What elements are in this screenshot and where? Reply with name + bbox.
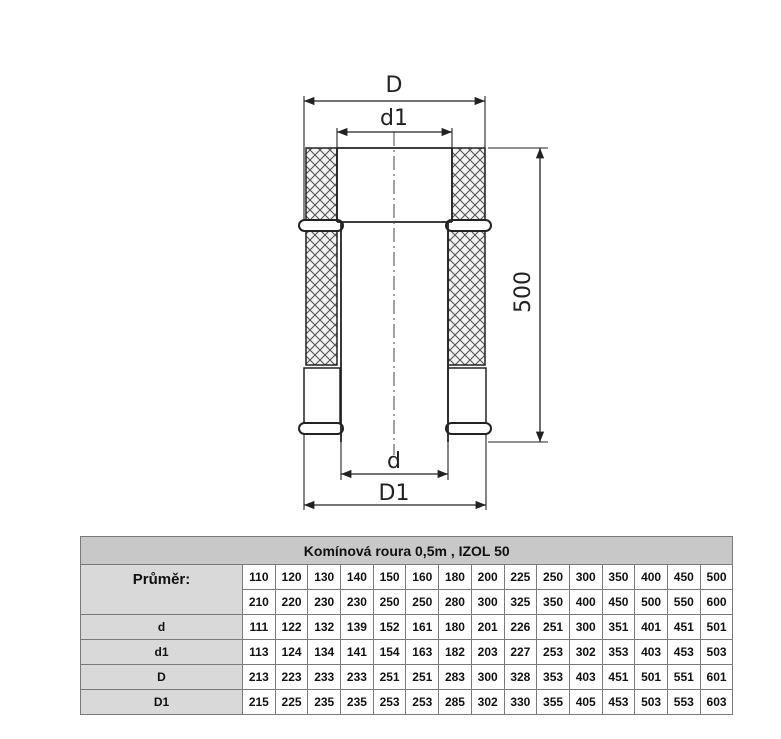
table-cell: 351 xyxy=(602,615,635,640)
table-row xyxy=(81,565,733,590)
table-cell: 253 xyxy=(406,690,439,715)
table-cell: 235 xyxy=(341,690,374,715)
table-cell: 250 xyxy=(406,590,439,615)
table-cell: 182 xyxy=(439,640,472,665)
insulation-left xyxy=(306,148,337,365)
row-label: d1 xyxy=(81,640,243,665)
table-cell: 451 xyxy=(602,665,635,690)
table-cell: 400 xyxy=(635,565,668,590)
table-cell: 453 xyxy=(602,690,635,715)
table-row xyxy=(81,640,733,665)
table-cell: 110 xyxy=(243,565,276,590)
table-cell: 220 xyxy=(275,590,308,615)
table-cell: 550 xyxy=(667,590,700,615)
table-cell: 201 xyxy=(471,615,504,640)
table-cell: 353 xyxy=(537,665,570,690)
table-cell: 223 xyxy=(275,665,308,690)
table-cell: 122 xyxy=(275,615,308,640)
table-cell: 130 xyxy=(308,565,341,590)
table-cell: 300 xyxy=(471,590,504,615)
table-cell: 200 xyxy=(471,565,504,590)
table-cell: 500 xyxy=(700,565,733,590)
row-label: d xyxy=(81,615,243,640)
table-cell: 203 xyxy=(471,640,504,665)
table-cell: 280 xyxy=(439,590,472,615)
table-cell: 124 xyxy=(275,640,308,665)
table-cell: 225 xyxy=(275,690,308,715)
table-cell: 501 xyxy=(635,665,668,690)
table-cell: 503 xyxy=(635,690,668,715)
label-500: 500 xyxy=(511,271,536,313)
table-cell: 139 xyxy=(341,615,374,640)
table-cell: 233 xyxy=(308,665,341,690)
table-cell: 226 xyxy=(504,615,537,640)
row-label: D1 xyxy=(81,690,243,715)
table-cell: 225 xyxy=(504,565,537,590)
row-label: Průměr: xyxy=(81,565,243,615)
table-cell: 503 xyxy=(700,640,733,665)
table-cell: 328 xyxy=(504,665,537,690)
table-cell: 250 xyxy=(537,565,570,590)
table-cell: 213 xyxy=(243,665,276,690)
lower-socket xyxy=(304,368,486,424)
table-cell: 300 xyxy=(569,565,602,590)
table-cell: 132 xyxy=(308,615,341,640)
table-title: Komínová roura 0,5m , IZOL 50 xyxy=(81,537,733,565)
table-cell: 355 xyxy=(537,690,570,715)
label-d: d xyxy=(387,449,401,474)
table-cell: 283 xyxy=(439,665,472,690)
table-cell: 330 xyxy=(504,690,537,715)
table-cell: 405 xyxy=(569,690,602,715)
table-cell: 251 xyxy=(537,615,570,640)
label-D: D xyxy=(385,73,403,98)
table-cell: 350 xyxy=(537,590,570,615)
table-cell: 120 xyxy=(275,565,308,590)
table-cell: 180 xyxy=(439,565,472,590)
table-cell: 300 xyxy=(569,615,602,640)
table-cell: 501 xyxy=(700,615,733,640)
table-cell: 601 xyxy=(700,665,733,690)
table-cell: 150 xyxy=(373,565,406,590)
row-label: D xyxy=(81,665,243,690)
table-cell: 500 xyxy=(635,590,668,615)
table-title-row xyxy=(81,537,733,565)
table-cell: 453 xyxy=(667,640,700,665)
table-cell: 235 xyxy=(308,690,341,715)
table-cell: 140 xyxy=(341,565,374,590)
table-cell: 603 xyxy=(700,690,733,715)
table-cell: 227 xyxy=(504,640,537,665)
table-cell: 210 xyxy=(243,590,276,615)
table-cell: 403 xyxy=(635,640,668,665)
table-cell: 230 xyxy=(341,590,374,615)
table-cell: 251 xyxy=(373,665,406,690)
table-cell: 180 xyxy=(439,615,472,640)
table-cell: 163 xyxy=(406,640,439,665)
table-cell: 325 xyxy=(504,590,537,615)
table-cell: 233 xyxy=(341,665,374,690)
dimension-lines xyxy=(304,101,540,505)
table-cell: 250 xyxy=(373,590,406,615)
table-cell: 300 xyxy=(471,665,504,690)
table-cell: 113 xyxy=(243,640,276,665)
table-cell: 154 xyxy=(373,640,406,665)
table-cell: 451 xyxy=(667,615,700,640)
table-cell: 450 xyxy=(602,590,635,615)
label-d1: d1 xyxy=(380,106,408,131)
table-cell: 160 xyxy=(406,565,439,590)
table-cell: 141 xyxy=(341,640,374,665)
table-cell: 600 xyxy=(700,590,733,615)
table-cell: 553 xyxy=(667,690,700,715)
table-cell: 400 xyxy=(569,590,602,615)
table-cell: 215 xyxy=(243,690,276,715)
table-cell: 251 xyxy=(406,665,439,690)
insulation-right xyxy=(448,148,485,365)
table-row xyxy=(81,665,733,690)
table-cell: 350 xyxy=(602,565,635,590)
table-cell: 302 xyxy=(569,640,602,665)
table-cell: 161 xyxy=(406,615,439,640)
table-cell: 134 xyxy=(308,640,341,665)
table-row xyxy=(81,690,733,715)
table-cell: 450 xyxy=(667,565,700,590)
dimension-table xyxy=(80,536,733,715)
label-D1: D1 xyxy=(378,481,410,506)
table-cell: 403 xyxy=(569,665,602,690)
table-cell: 230 xyxy=(308,590,341,615)
table-cell: 285 xyxy=(439,690,472,715)
table-cell: 111 xyxy=(243,615,276,640)
table-cell: 401 xyxy=(635,615,668,640)
table-cell: 551 xyxy=(667,665,700,690)
table-cell: 353 xyxy=(602,640,635,665)
table-cell: 253 xyxy=(373,690,406,715)
table-cell: 152 xyxy=(373,615,406,640)
table-row xyxy=(81,615,733,640)
table-cell: 253 xyxy=(537,640,570,665)
table-cell: 302 xyxy=(471,690,504,715)
